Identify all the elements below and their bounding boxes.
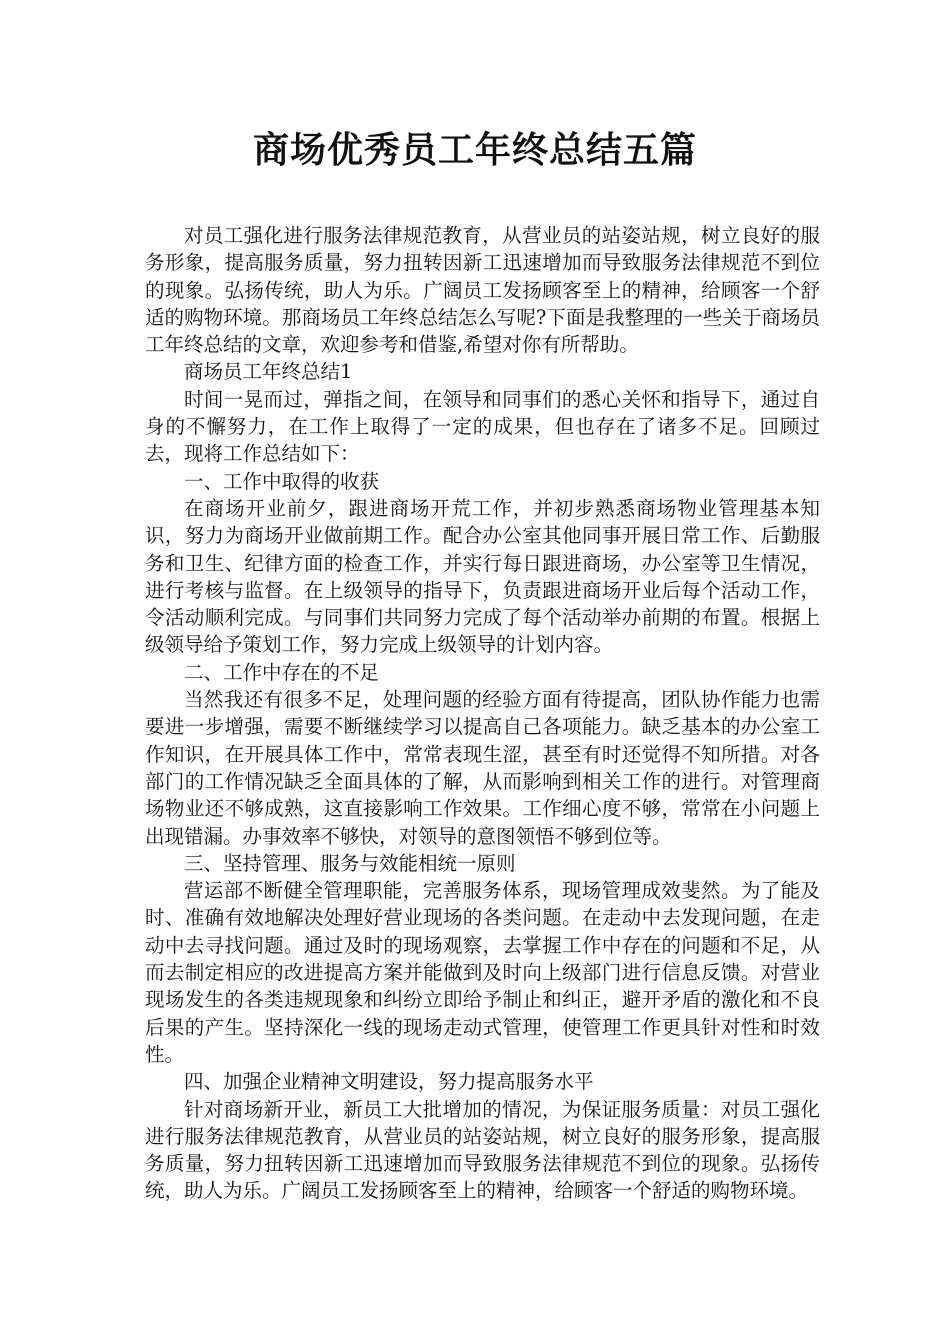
section-heading: 四、加强企业精神文明建设，努力提高服务水平 bbox=[184, 1070, 594, 1094]
paragraph: 营运部不断健全管理职能，完善服务体系，现场管理成效斐然。为了能及时、准确有效地解决处理好营业现场的各类问题。在走动中去发现问题，在走动中去寻找问题。通过及时的现场观察，去掌握工作中存在的问题和不足，从而去制定相应的改进提高方案并能做到及时向上级部门进行信息反馈。对营业现场发生的各类违规现象和纠纷立即给予制止和纠正，避开矛盾的激化和不良后果的产生。坚持深化一线的现场走动式管理，使管理工作更具针对性和时效性。 bbox=[145, 879, 820, 1066]
paragraph: 时间一晃而过，弹指之间，在领导和同事们的悉心关怀和指导下，通过自身的不懈努力，在工作上取得了一定的成果，但也存在了诸多不足。回顾过去，现将工作总结如下： bbox=[145, 387, 820, 466]
section-heading-summary-1: 商场员工年终总结1 bbox=[184, 360, 353, 384]
section-heading: 一、工作中取得的收获 bbox=[184, 469, 380, 493]
paragraph: 针对商场新开业，新员工大批增加的情况，为保证服务质量：对员工强化进行服务法律规范教育，从营业员的站姿站规，树立良好的服务形象，提高服务质量，努力扭转因新工迅速增加而导致服务法律规范不到位的现象。弘扬传统，助人为乐。广阔员工发扬顾客至上的精神，给顾客一个舒适的购物环境。 bbox=[145, 1097, 820, 1203]
section-heading: 三、坚持管理、服务与效能相统一原则 bbox=[184, 851, 516, 875]
paragraph-intro: 对员工强化进行服务法律规范教育，从营业员的站姿站规，树立良好的服务形象，提高服务质量，努力扭转因新工迅速增加而导致服务法律规范不到位的现象。弘扬传统，助人为乐。广阔员工发扬顾客至上的精神，给顾客一个舒适的购物环境。那商场员工年终总结怎么写呢?下面是我整理的一些关于商场员工年终总结的文章，欢迎参考和借鉴,希望对你有所帮助。 bbox=[145, 224, 820, 357]
paragraph: 在商场开业前夕，跟进商场开荒工作，并初步熟悉商场物业管理基本知识，努力为商场开业做前期工作。配合办公室其他同事开展日常工作、后勤服务和卫生、纪律方面的检查工作，并实行每日跟进商场，办公室等卫生情况，进行考核与监督。在上级领导的指导下，负责跟进商场开业后每个活动工作，令活动顺利完成。与同事们共同努力完成了每个活动举办前期的布置。根据上级领导给予策划工作，努力完成上级领导的计划内容。 bbox=[145, 496, 820, 657]
section-heading: 二、工作中存在的不足 bbox=[184, 660, 380, 684]
page-title: 商场优秀员工年终总结五篇 bbox=[252, 130, 697, 171]
paragraph: 当然我还有很多不足，处理问题的经验方面有待提高，团队协作能力也需要进一步增强，需要不断继续学习以提高自己各项能力。缺乏基本的办公室工作知识，在开展具体工作中，常常表现生涩，甚至有时还觉得不知所措。对各部门的工作情况缺乏全面具体的了解，从而影响到相关工作的进行。对管理商场物业还不够成熟，这直接影响工作效果。工作细心度不够，常常在小问题上出现错漏。办事效率不够快，对领导的意图领悟不够到位等。 bbox=[145, 688, 820, 848]
document-body bbox=[145, 222, 820, 1205]
